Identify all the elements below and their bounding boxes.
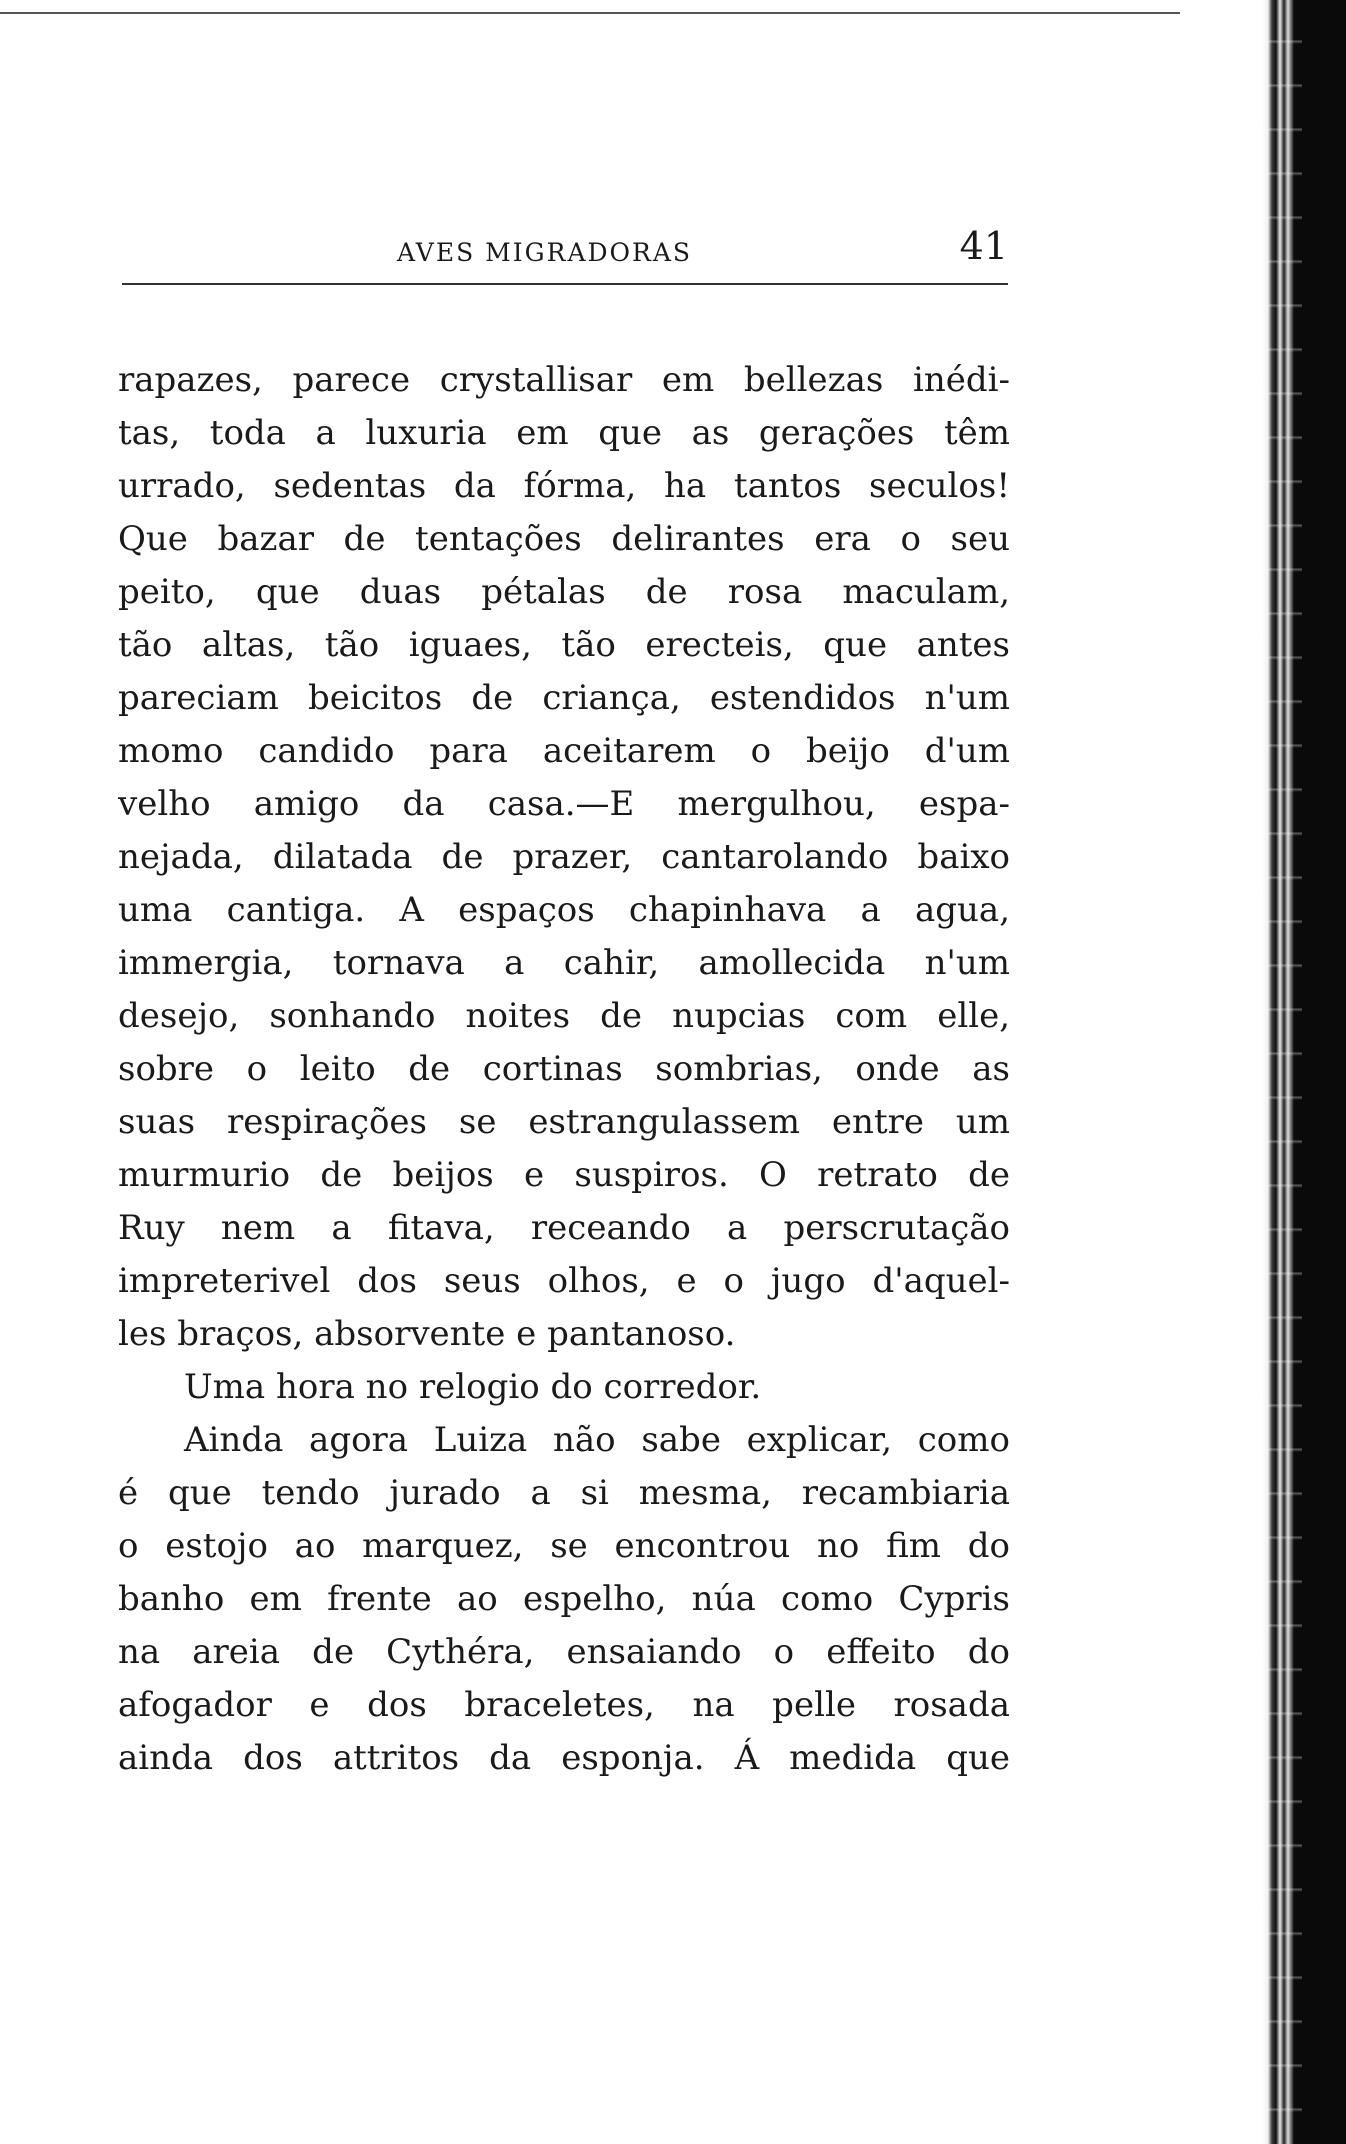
text-line: velho amigo da casa.—E mergulhou, espa- bbox=[118, 784, 1010, 824]
page-top-edge bbox=[0, 12, 1180, 14]
text-line: les braços, absorvente e pantanoso. bbox=[118, 1314, 736, 1354]
page-number: 41 bbox=[959, 224, 1008, 268]
text-line: suas respirações se estrangulassem entre um bbox=[118, 1102, 1010, 1142]
text-line: momo candido para aceitarem o beijo d'um bbox=[118, 731, 1010, 771]
text-line: tão altas, tão iguaes, tão erecteis, que antes bbox=[118, 625, 1010, 665]
text-line: banho em frente ao espelho, núa como Cypris bbox=[118, 1579, 1010, 1619]
text-line: ainda dos attritos da esponja. Á medida que bbox=[118, 1738, 1010, 1778]
text-line: sobre o leito de cortinas sombrias, onde as bbox=[118, 1049, 1010, 1089]
text-line: o estojo ao marquez, se encontrou no fim do bbox=[118, 1526, 1010, 1566]
text-line: nejada, dilatada de prazer, cantarolando baixo bbox=[118, 837, 1010, 877]
text-line: murmurio de beijos e suspiros. O retrato de bbox=[118, 1155, 1010, 1195]
body-text bbox=[118, 354, 1010, 1785]
text-line: tas, toda a luxuria em que as gerações têm bbox=[118, 413, 1010, 453]
text-line: afogador e dos braceletes, na pelle rosada bbox=[118, 1685, 1010, 1725]
text-line: uma cantiga. A espaços chapinhava a agua, bbox=[118, 890, 1010, 930]
running-title: AVES MIGRADORAS bbox=[397, 238, 693, 267]
text-line: na areia de Cythéra, ensaiando o effeito do bbox=[118, 1632, 1010, 1672]
text-line: Ruy nem a fitava, receando a perscrutação bbox=[118, 1208, 1010, 1248]
text-line: desejo, sonhando noites de nupcias com elle, bbox=[118, 996, 1010, 1036]
text-line: pareciam beicitos de criança, estendidos n'um bbox=[118, 678, 1010, 718]
text-line: é que tendo jurado a si mesma, recambiaria bbox=[118, 1473, 1010, 1513]
text-line: Uma hora no relogio do corredor. bbox=[184, 1367, 762, 1407]
book-spine-streaks bbox=[1262, 0, 1302, 2144]
page-header bbox=[122, 224, 1008, 276]
text-line: urrado, sedentas da fórma, ha tantos seculos! bbox=[118, 466, 1010, 506]
text-line: Ainda agora Luiza não sabe explicar, como bbox=[184, 1420, 1010, 1460]
text-line: Que bazar de tentações delirantes era o seu bbox=[118, 519, 1010, 559]
header-rule bbox=[122, 283, 1008, 285]
text-line: peito, que duas pétalas de rosa maculam, bbox=[118, 572, 1010, 612]
text-line: rapazes, parece crystallisar em bellezas inédi- bbox=[118, 360, 1010, 400]
text-line: immergia, tornava a cahir, amollecida n'um bbox=[118, 943, 1010, 983]
text-line: impreterivel dos seus olhos, e o jugo d'aquel- bbox=[118, 1261, 1010, 1301]
